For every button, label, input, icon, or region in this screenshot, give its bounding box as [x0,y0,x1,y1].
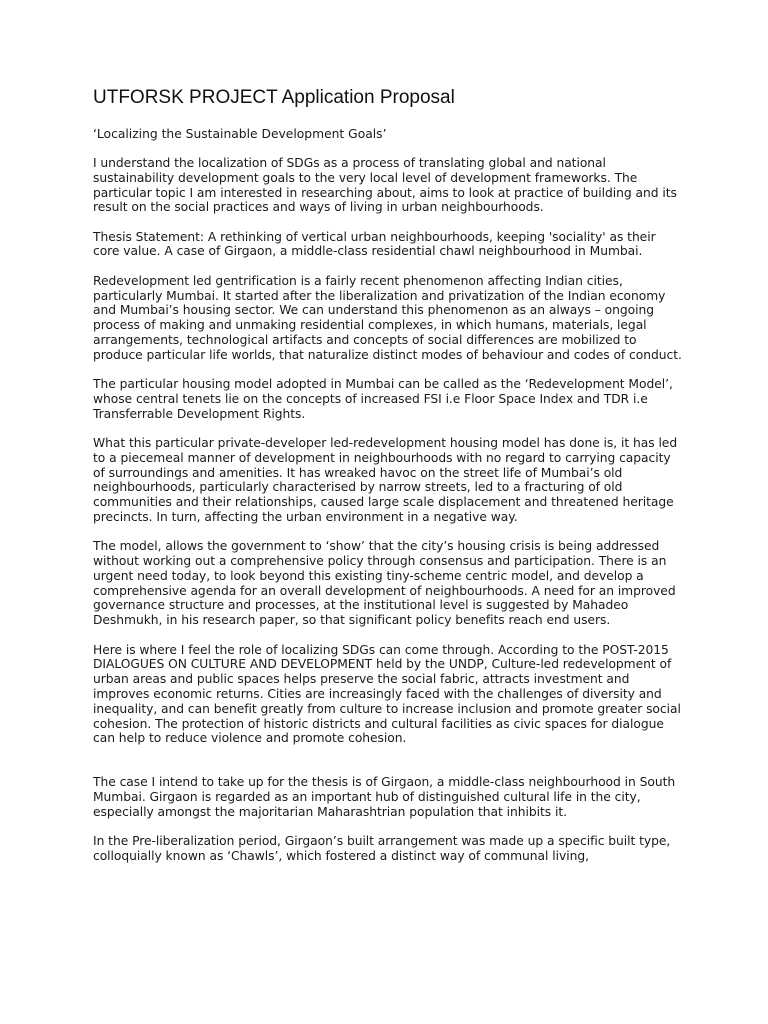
paragraph-redevelopment-model: The particular housing model adopted in Mumbai can be called as the ‘Redevelopment Model’, whose central tenets lie on the concepts of increased FSI i.e Floor Space Index and TDR i.e Transferrable Development Rights. [93,377,673,421]
document-page [93,86,683,878]
paragraph-girgaon-case: The case I intend to take up for the thesis is of Girgaon, a middle-class neighbourhood in South Mumbai. Girgaon is regarded as an important hub of distinguished cultural life in the city, especially amongst the majoritarian Maharashtrian population that inhibits it. [93,775,676,819]
paragraph-pre-liberalization: In the Pre-liberalization period, Girgaon’s built arrangement was made up a specific built type, colloquially known as ‘Chawls’, which fostered a distinct way of communal living, [93,833,671,863]
paragraph-gentrification: Redevelopment led gentrification is a fairly recent phenomenon affecting Indian cities, particularly Mumbai. It started after the liberalization and privatization of the Indian economy and Mumbai’s housing sector. We can understand this phenomenon as an always – ongoing process of making and unmaking residential complexes, in which humans, materials, legal arrangements, technological artifacts and concepts of social differences are mobilized to produce particular life worlds, that naturalize distinct modes of behaviour and codes of conduct. [93,273,682,362]
paragraph-localizing-sdgs: Here is where I feel the role of localizing SDGs can come through. According to the POST-2015 DIALOGUES ON CULTURE AND DEVELOPMENT held by the UNDP, Culture-led redevelopment of urban areas and public spaces helps preserve the social fabric, attracts investment and improves economic returns. Cities are increasingly faced with the challenges of diversity and inequality, and can benefit greatly from culture to increase inclusion and promote greater social cohesion. The protection of historic districts and cultural facilities as civic spaces for dialogue can help to reduce violence and promote cohesion. [93,642,681,746]
document-subtitle: ‘Localizing the Sustainable Development Goals’ [93,127,387,141]
paragraph-governance: The model, allows the government to ‘show’ that the city’s housing crisis is being addressed without working out a comprehensive policy through consensus and participation. There is an urgent need today, to look beyond this existing tiny-scheme centric model, and develop a comprehensive agenda for an overall development of neighbourhoods. A need for an improved governance structure and processes, at the institutional level is suggested by Mahadeo Deshmukh, in his research paper, so that significant policy benefits reach end users. [93,539,676,628]
paragraph-thesis-statement: Thesis Statement: A rethinking of vertical urban neighbourhoods, keeping 'sociality' as their core value. A case of Girgaon, a middle-class residential chawl neighbourhood in Mumbai. [93,229,656,259]
paragraph-model-impact: What this particular private-developer led-redevelopment housing model has done is, it has led to a piecemeal manner of development in neighbourhoods with no regard to carrying capacity of surroundings and amenities. It has wreaked havoc on the street life of Mumbai’s old neighbourhoods, particularly characterised by narrow streets, led to a fracturing of old communities and their relationships, caused large scale displacement and threatened heritage precincts. In turn, affecting the urban environment in a negative way. [93,435,678,524]
document-title: UTFORSK PROJECT Application Proposal [93,87,455,108]
paragraph-localization-intro: I understand the localization of SDGs as a process of translating global and national sustainability development goals to the very local level of development frameworks. The particular topic I am interested in researching about, aims to look at practice of building and its result on the social practices and ways of living in urban neighbourhoods. [93,156,677,215]
